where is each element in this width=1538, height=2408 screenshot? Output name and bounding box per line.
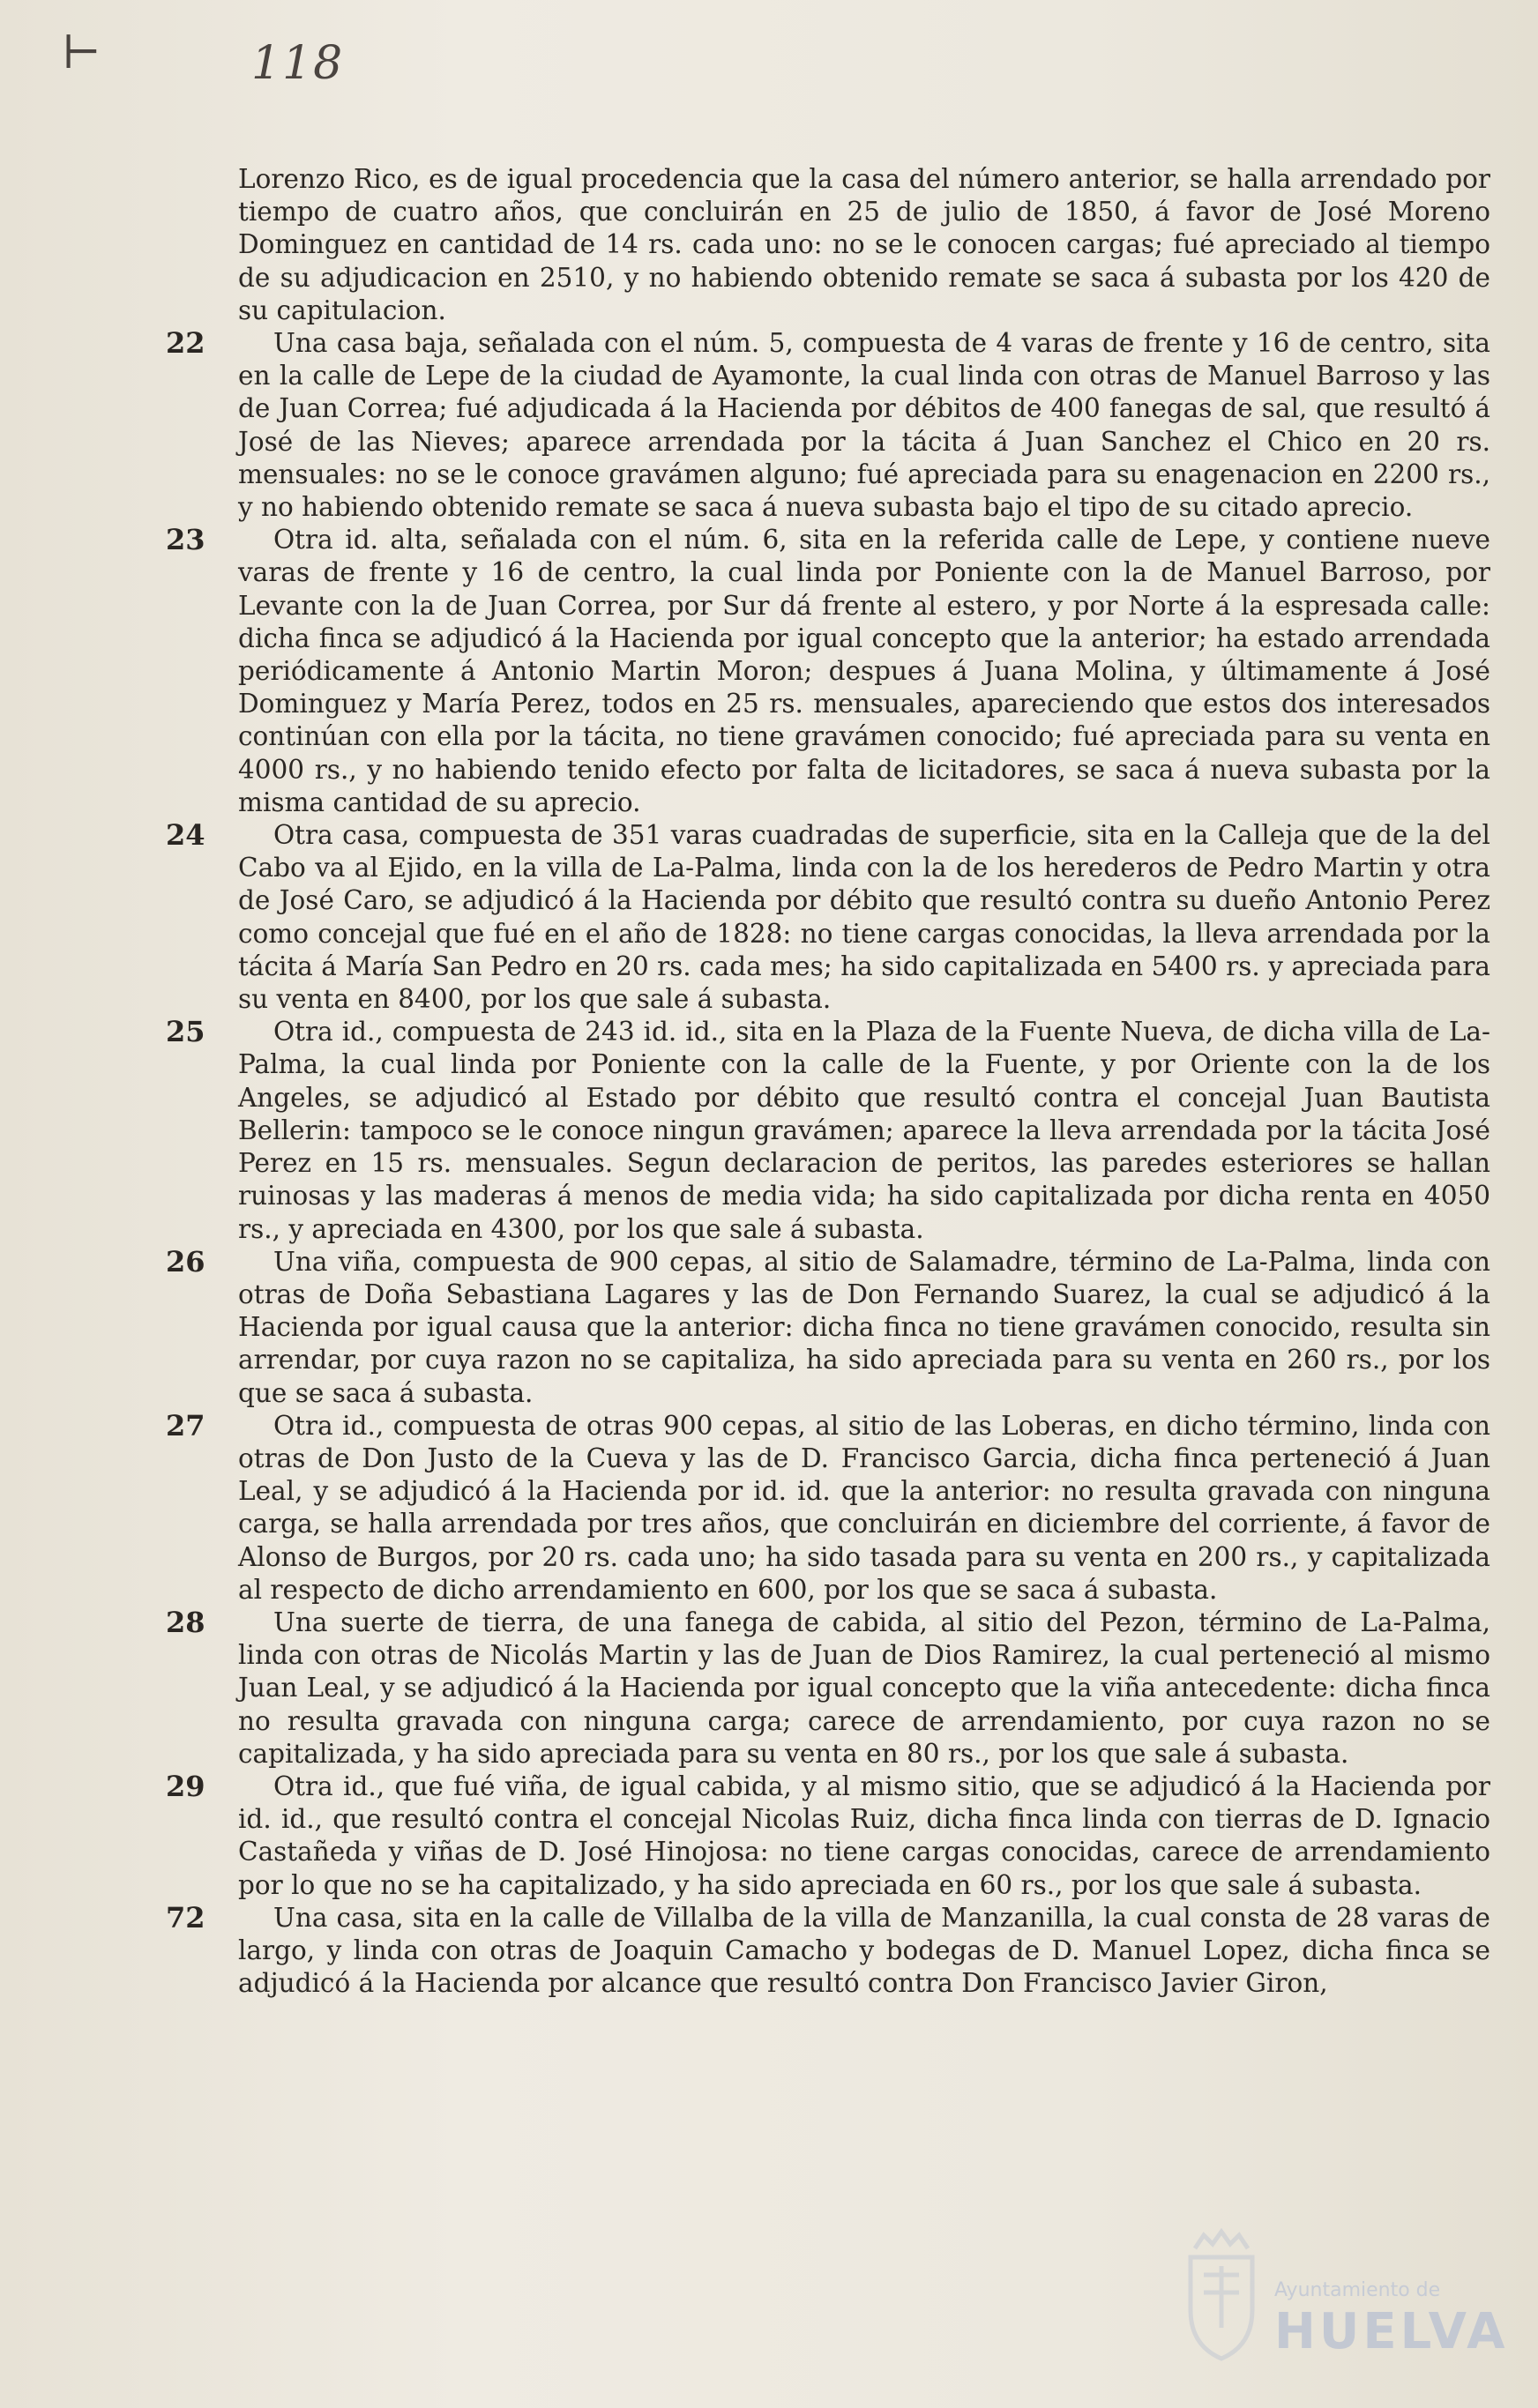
entry-number: 27 — [166, 1408, 205, 1443]
entry-number: 72 — [166, 1900, 205, 1935]
entry-29 — [166, 1769, 1490, 1902]
entry-text: Otra id., compuesta de otras 900 cepas, al sitio de las Loberas, en dicho término, linda con otras de Don Justo de la Cueva y las de D. Francisco Garcia, dicha finca perteneció á Juan Leal, y se adjudicó á la Hacienda por id. id. que la anterior: no resulta gravada con ninguna carga, se halla arrendada por tres años, que concluirán en diciembre del corriente, á favor de Alonso de Burgos, por 20 rs. cada uno; ha sido tasada para su venta en 200 rs., y capitalizada al respecto de dicho arrendamiento en 600, por los que se saca á subasta. — [238, 1410, 1490, 1605]
entry-text: Una viña, compuesta de 900 cepas, al sitio de Salamadre, término de La-Palma, linda con otras de Doña Sebastiana Lagares y las de Don Fernando Suarez, la cual se adjudicó á la Hacienda por igual causa que la anterior: dicha finca no tiene gravámen conocido, resulta sin arrendar, por cuya razon no se capitaliza, ha sido apreciada para su venta en 260 rs., por los que se saca á subasta. — [238, 1246, 1490, 1408]
entry-number: 29 — [166, 1769, 205, 1803]
body-text — [166, 163, 1490, 2000]
entry-number: 24 — [166, 818, 205, 853]
entry-72 — [166, 1900, 1490, 2001]
watermark-name: HUELVA — [1274, 2303, 1509, 2360]
watermark-label: Ayuntamiento de — [1274, 2279, 1441, 2301]
entry-text: Una casa baja, señalada con el núm. 5, compuesta de 4 varas de frente y 16 de centro, sita en la calle de Lepe de la ciudad de Ayamonte, la cual linda con otras de Manuel Barroso y las de Juan Correa; fué adjudicada á la Hacienda por débitos de 400 fanegas de sal, que resultó á José de las Nieves; aparece arrendada por la tácita á Juan Sanchez el Chico en 20 rs. mensuales: no se le conoce gravámen alguno; fué apreciada para su enagenacion en 2200 rs., y no habiendo obtenido remate se saca á nueva subasta bajo el tipo de su citado aprecio. — [238, 328, 1490, 523]
entry-28 — [166, 1605, 1490, 1771]
entry-text: Otra id., que fué viña, de igual cabida, y al mismo sitio, que se adjudicó á la Hacienda por id. id., que resultó contra el concejal Nicolas Ruiz, dicha finca linda con tierras de D. Ignacio Castañeda y viñas de D. José Hinojosa: no tiene cargas conocidas, carece de arrendamiento por lo que no se ha capitalizado, y ha sido apreciada en 60 rs., por los que sale á subasta. — [238, 1771, 1490, 1900]
entry-number: 23 — [166, 523, 205, 557]
entry-number: 25 — [166, 1015, 205, 1049]
entry-text: Una casa, sita en la calle de Villalba de la villa de Manzanilla, la cual consta de 28 varas de largo, y linda con otras de Joaquin Camacho y bodegas de D. Manuel Lopez, dicha finca se adjudicó á la Hacienda por alcance que resultó contra Don Francisco Javier Giron, — [238, 1902, 1490, 1999]
folio-number: 118 — [251, 37, 345, 90]
entry-text: Otra casa, compuesta de 351 varas cuadradas de superficie, sita en la Calleja que de la del Cabo va al Ejido, en la villa de La-Palma, linda con la de los herederos de Pedro Martin y otra de José Caro, se adjudicó á la Hacienda por débito que resultó contra su dueño Antonio Perez como concejal que fué en el año de 1828: no tiene cargas conocidas, la lleva arrendada por la tácita á María San Pedro en 20 rs. cada mes; ha sido capitalizada en 5400 rs. y apreciada para su venta en 8400, por los que sale á subasta. — [238, 820, 1490, 1015]
entry-22 — [166, 326, 1490, 524]
entry-number: 28 — [166, 1605, 205, 1639]
entry-number: 22 — [166, 326, 205, 361]
entry-24 — [166, 818, 1490, 1016]
entry-continuation — [238, 163, 1490, 327]
entry-text: Otra id. alta, señalada con el núm. 6, sita en la referida calle de Lepe, y contiene nueve varas de frente y 16 de centro, la cual linda por Poniente con la de Manuel Barroso, por Levante con la de Juan Correa, por Sur dá frente al estero, y por Norte á la espresada calle: dicha finca se adjudicó á la Hacienda por igual concepto que la anterior; ha estado arrendada periódicamente á Antonio Martin Moron; despues á Juana Molina, y últimamente á José Dominguez y María Perez, todos en 25 rs. mensuales, apareciendo que estos dos interesados continúan con ella por la tácita, no tiene gravámen conocido; fué apreciada para su venta en 4000 rs., y no habiendo tenido efecto por falta de licitadores, se saca á nueva subasta por la misma cantidad de su aprecio. — [238, 525, 1490, 817]
entry-number: 26 — [166, 1244, 205, 1279]
entry-23 — [166, 523, 1490, 819]
folio-tick: ⊢ — [62, 26, 103, 79]
entry-26 — [166, 1244, 1490, 1410]
entry-25 — [166, 1015, 1490, 1245]
entry-text: Otra id., compuesta de 243 id. id., sita en la Plaza de la Fuente Nueva, de dicha villa de La-Palma, la cual linda por Poniente con la calle de la Fuente, y por Oriente con la de los Angeles, se adjudicó al Estado por débito que resultó contra el concejal Juan Bautista Bellerin: tampoco se le conoce ningun gravámen; aparece la lleva arrendada por la tácita José Perez en 15 rs. mensuales. Segun declaracion de peritos, las paredes esteriores se hallan ruinosas y las maderas á menos de media vida; ha sido capitalizada por dicha renta en 4050 rs., y apreciada en 4300, por los que sale á subasta. — [238, 1017, 1490, 1244]
entry-text: Una suerte de tierra, de una fanega de cabida, al sitio del Pezon, término de La-Palma, linda con otras de Nicolás Martin y las de Juan de Dios Ramirez, la cual perteneció al mismo Juan Leal, y se adjudicó á la Hacienda por igual concepto que la viña antecedente: dicha finca no resulta gravada con ninguna carga; carece de arrendamiento, por cuya razon no se capitalizada, y ha sido apreciada para su venta en 80 rs., por los que sale á subasta. — [238, 1607, 1490, 1769]
entry-text: Lorenzo Rico, es de igual procedencia que la casa del número anterior, se halla arrendado por tiempo de cuatro años, que concluirán en 25 de julio de 1850, á favor de José Moreno Dominguez en cantidad de 14 rs. cada uno: no se le conocen cargas; fué apreciado al tiempo de su adjudicacion en 2510, y no habiendo obtenido remate se saca á subasta por los 420 de su capitulacion. — [238, 164, 1490, 325]
entry-27 — [166, 1408, 1490, 1607]
